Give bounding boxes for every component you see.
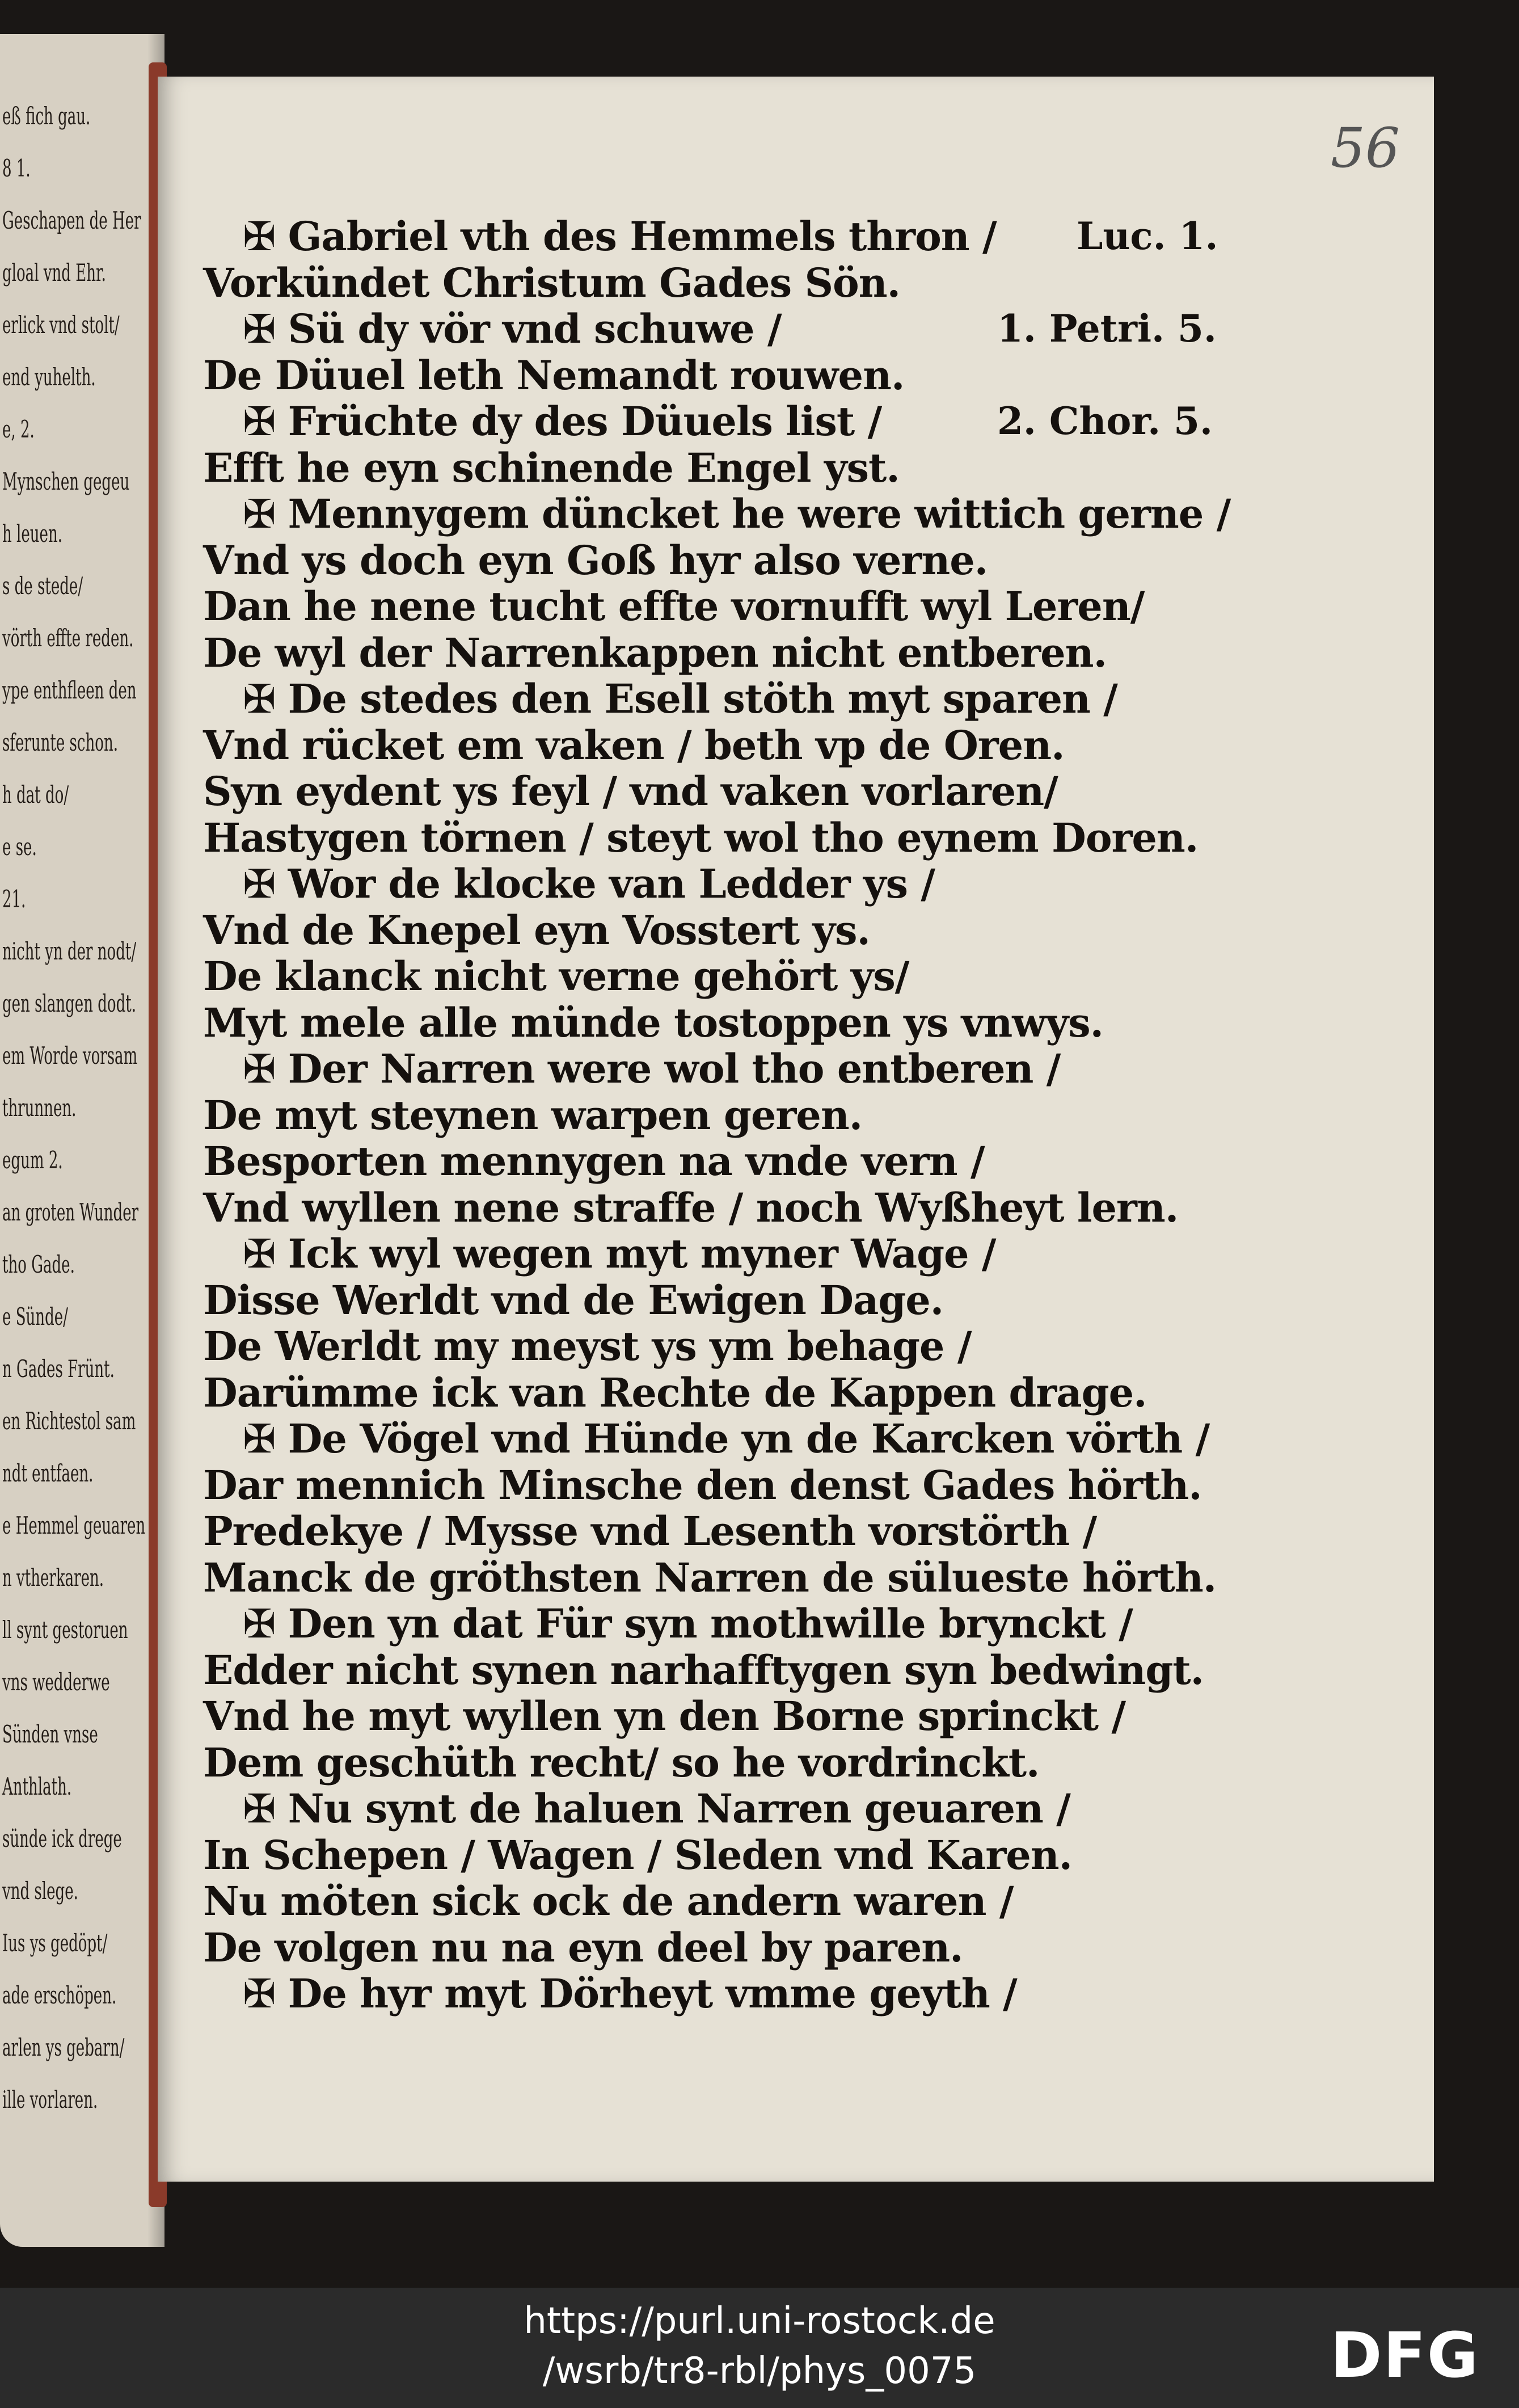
left-page-line: gloal vnd Ehr. — [2, 259, 106, 287]
verse-line — [203, 1184, 1178, 1231]
verse-text: De Werldt my meyst ys ym behage / — [203, 1323, 972, 1370]
verse-text: De Düuel leth Nemandt rouwen. — [203, 351, 905, 399]
verse-text: Darümme ick van Rechte de Kappen drage. — [203, 1369, 1147, 1416]
verse-text: De myt steynen warpen geren. — [203, 1091, 863, 1139]
left-page-line: h dat do/ — [2, 781, 69, 809]
left-page-line: e, 2. — [2, 415, 35, 443]
verse-text: De Vögel vnd Hünde yn de Karcken vörth / — [288, 1415, 1210, 1462]
verse-text: Der Narren were wol tho entberen / — [288, 1045, 1061, 1092]
left-page-line: erlick vnd stolt/ — [2, 311, 120, 339]
verse-line — [243, 1230, 996, 1277]
page-number: 56 — [1330, 116, 1400, 180]
verse-text: Nu möten sick ock de andern waren / — [203, 1877, 1014, 1925]
left-page-line: sferunte schon. — [2, 729, 118, 756]
verse-line — [203, 814, 1198, 861]
verse-text: Dar mennich Minsche den denst Gades hörth. — [203, 1461, 1202, 1509]
verse-text: Nu synt de haluen Narren geuaren / — [288, 1785, 1070, 1832]
left-page-line: e Sünde/ — [2, 1303, 68, 1331]
left-page-line: 8 1. — [2, 154, 31, 182]
left-page-line: em Worde vorsam — [2, 1042, 138, 1070]
left-page-line: s de stede/ — [2, 572, 83, 600]
verse-line — [203, 537, 988, 584]
viewer-footer — [0, 2288, 1519, 2408]
verse-text: De klanck nicht verne gehört ys/ — [203, 953, 909, 1000]
verse-line — [243, 1415, 1209, 1462]
cross-marker-icon: ✠ — [243, 306, 276, 352]
left-page-line: Geschapen de Her — [2, 207, 141, 234]
scripture-reference: Luc. 1. — [1077, 214, 1218, 258]
verse-line — [243, 675, 1117, 722]
verse-line — [203, 259, 900, 306]
verse-line — [243, 860, 935, 907]
verse-line — [203, 907, 870, 954]
verse-text: Früchte dy des Düuels list / — [288, 398, 882, 445]
left-page-line: eß fich gau. — [2, 102, 91, 130]
left-page-line: egum 2. — [2, 1146, 63, 1174]
verse-line — [243, 1600, 1133, 1647]
verse-text: Edder nicht synen narhafftygen syn bedwingt. — [203, 1646, 1204, 1694]
verse-line — [243, 213, 997, 260]
verse-text: Syn eydent ys feyl / vnd vaken vorlaren/ — [203, 768, 1058, 815]
left-page-line: vnd slege. — [2, 1877, 78, 1905]
verse-line — [203, 1924, 963, 1971]
cross-marker-icon: ✠ — [243, 861, 276, 907]
verse-text: Den yn dat Für syn mothwille brynckt / — [288, 1600, 1133, 1647]
verse-line — [203, 444, 900, 491]
left-page-line: an groten Wunder — [2, 1198, 139, 1226]
verse-line — [203, 1832, 1072, 1879]
left-page-line: Mynschen gegeu — [2, 468, 130, 495]
verse-line — [203, 629, 1107, 676]
left-page-line: ndt entfaen. — [2, 1459, 94, 1487]
left-page-line: Ius ys gedöpt/ — [2, 1929, 108, 1957]
verse-line — [203, 722, 1064, 769]
verse-line — [243, 1045, 1060, 1092]
verse-line — [243, 1785, 1070, 1832]
footer-url-line-1[interactable]: https://purl.uni-rostock.de — [524, 2300, 995, 2342]
verse-text: Mennygem düncket he were wittich gerne / — [288, 490, 1231, 537]
verse-text: Ick wyl wegen myt myner Wage / — [288, 1230, 996, 1277]
scripture-reference: 2. Chor. 5. — [997, 399, 1213, 443]
verse-line — [203, 1877, 1013, 1925]
verse-line — [203, 999, 1103, 1046]
verse-text: De hyr myt Dörheyt vmme geyth / — [288, 1970, 1017, 2017]
cross-marker-icon: ✠ — [243, 491, 276, 537]
left-page-line: ll synt gestoruen — [2, 1616, 128, 1644]
verse-text: De wyl der Narrenkappen nicht entberen. — [203, 629, 1107, 676]
verse-text: Besporten mennygen na vnde vern / — [203, 1138, 985, 1185]
verse-text: De stedes den Esell stöth myt sparen / — [288, 675, 1117, 722]
verse-text: Vnd ys doch eyn Goß hyr also verne. — [203, 536, 988, 584]
cross-marker-icon: ✠ — [243, 1601, 276, 1647]
left-page-line: nicht yn der nodt/ — [2, 937, 137, 965]
left-page-line: e se. — [2, 833, 37, 861]
verse-line — [243, 1970, 1017, 2017]
cross-marker-icon: ✠ — [243, 676, 276, 722]
verse-text: De volgen nu na eyn deel by paren. — [203, 1923, 963, 1971]
verse-text: Sü dy vör vnd schuwe / — [288, 305, 782, 352]
verse-line — [203, 1554, 1216, 1601]
verse-line — [203, 583, 1144, 630]
verse-line — [203, 1277, 943, 1324]
left-page-line: thrunnen. — [2, 1094, 77, 1122]
verse-text: Vnd wyllen nene straffe / noch Wyßheyt lern. — [203, 1184, 1179, 1231]
right-page — [158, 77, 1434, 2182]
verse-line — [203, 953, 909, 1000]
verse-line — [203, 1369, 1147, 1416]
verse-line — [243, 490, 1230, 537]
verse-line — [243, 305, 782, 352]
verse-line — [203, 1092, 862, 1139]
verse-line — [203, 768, 1058, 815]
scripture-reference: 1. Petri. 5. — [997, 306, 1217, 351]
verse-text: Predekye / Mysse vnd Lesenth vorstörth / — [203, 1508, 1097, 1555]
dfg-logo: DFG — [1330, 2319, 1479, 2392]
left-page-line: ade erschöpen. — [2, 1981, 117, 2009]
left-page-line: vns wedderwe — [2, 1668, 110, 1696]
verse-line — [203, 1647, 1204, 1694]
verse-text: In Schepen / Wagen / Sleden vnd Karen. — [203, 1831, 1073, 1879]
verse-text: Wor de klocke van Ledder ys / — [288, 860, 935, 907]
verse-text: Efft he eyn schinende Engel yst. — [203, 444, 900, 491]
footer-url-line-2[interactable]: /wsrb/tr8-rbl/phys_0075 — [542, 2350, 977, 2392]
left-page-line: vörth effte reden. — [2, 624, 134, 652]
verse-line — [203, 1508, 1096, 1555]
verse-text: Dem geschüth recht/ so he vordrinckt. — [203, 1738, 1040, 1786]
left-page-line: sünde ick drege — [2, 1825, 122, 1853]
cross-marker-icon: ✠ — [243, 398, 276, 445]
cross-marker-icon: ✠ — [243, 1971, 276, 2017]
left-page-line: h leuen. — [2, 520, 63, 548]
verse-text: Vnd de Knepel eyn Vosstert ys. — [203, 906, 870, 954]
verse-line — [203, 1323, 971, 1370]
verse-line — [203, 1138, 985, 1185]
verse-line — [203, 1462, 1202, 1509]
verse-text: Hastygen törnen / steyt wol tho eynem Doren. — [203, 814, 1199, 861]
verse-text: Gabriel vth des Hemmels thron / — [288, 213, 997, 260]
verse-line — [203, 1693, 1125, 1740]
cross-marker-icon: ✠ — [243, 213, 276, 260]
verse-text: Vnd he myt wyllen yn den Borne sprinckt / — [203, 1693, 1126, 1740]
left-page-line: 21. — [2, 885, 26, 913]
cross-marker-icon: ✠ — [243, 1046, 276, 1092]
left-page-line: tho Gade. — [2, 1251, 75, 1278]
left-page-fragment — [0, 34, 164, 2247]
left-page-line: n vtherkaren. — [2, 1564, 104, 1592]
verse-text: Manck de gröthsten Narren de sülueste hörth. — [203, 1554, 1217, 1601]
verse-text: Dan he nene tucht effte vornufft wyl Leren/ — [203, 583, 1145, 630]
left-page-line: ype enthfleen den — [2, 676, 137, 704]
left-page-line: arlen ys gebarn/ — [2, 2034, 125, 2061]
verse-line — [243, 398, 881, 445]
left-page-line: en Richtestol sam — [2, 1407, 136, 1435]
verse-text: Vorkündet Christum Gades Sön. — [203, 259, 900, 306]
left-page-line: ille vorlaren. — [2, 2086, 98, 2114]
verse-text: Myt mele alle münde tostoppen ys vnwys. — [203, 999, 1103, 1046]
cross-marker-icon: ✠ — [243, 1416, 276, 1462]
verse-line — [203, 352, 904, 399]
verse-text: Vnd rücket em vaken / beth vp de Oren. — [203, 721, 1065, 769]
cross-marker-icon: ✠ — [243, 1231, 276, 1277]
verse-text: Disse Werldt vnd de Ewigen Dage. — [203, 1276, 944, 1324]
cross-marker-icon: ✠ — [243, 1786, 276, 1832]
verse-line — [203, 1739, 1039, 1786]
left-page-line: e Hemmel geuaren — [2, 1512, 146, 1539]
left-page-line: Sünden vnse — [2, 1720, 98, 1748]
left-page-line: end yuhelth. — [2, 363, 96, 391]
left-page-line: gen slangen dodt. — [2, 990, 137, 1017]
left-page-line: Anthlath. — [2, 1773, 72, 1800]
left-page-line: n Gades Frünt. — [2, 1355, 115, 1383]
